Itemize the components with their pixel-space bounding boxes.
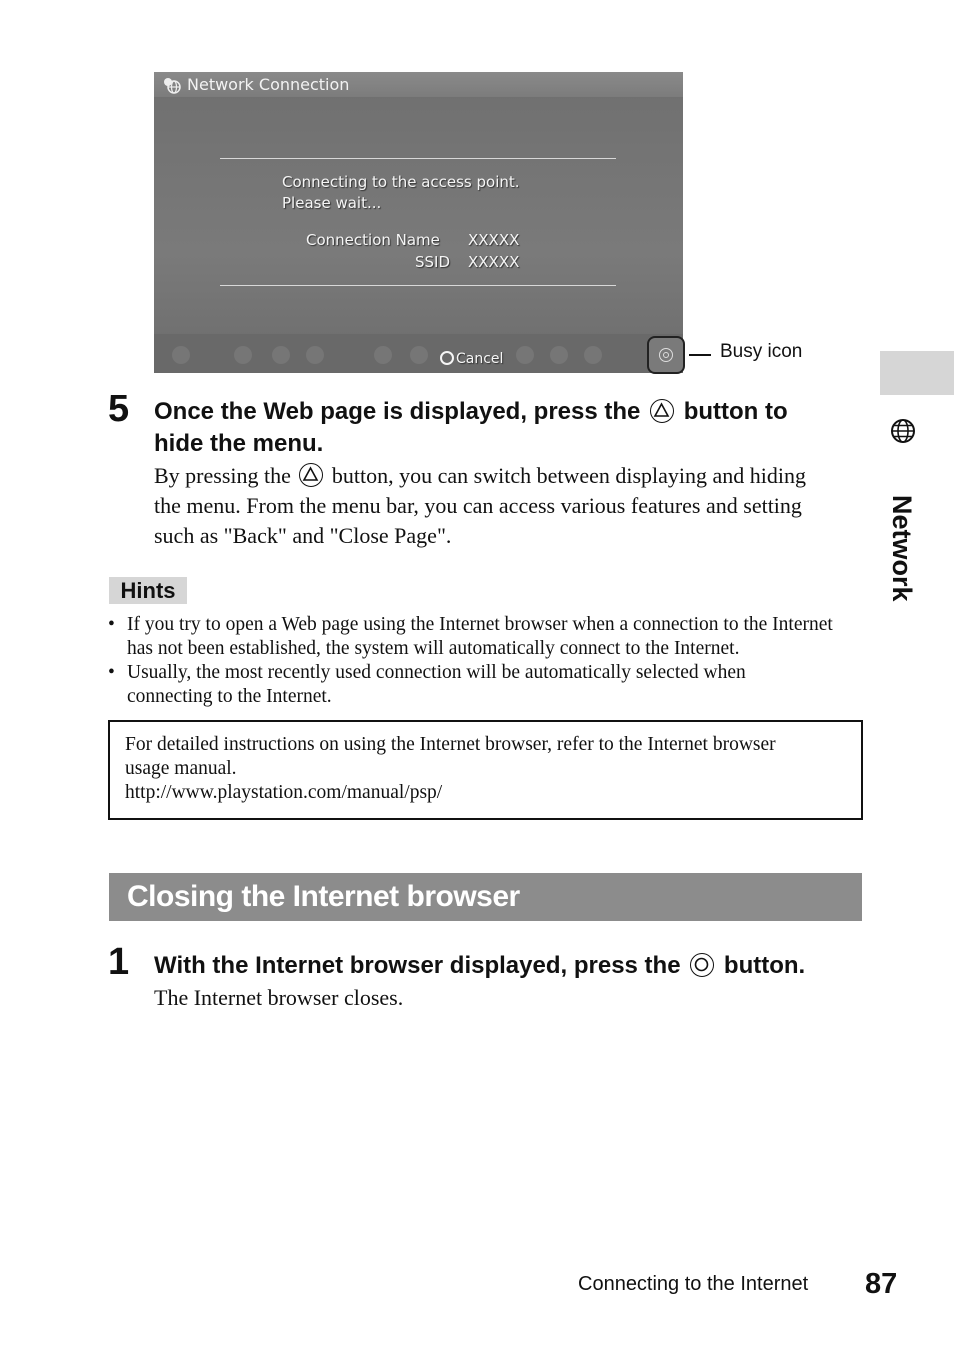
hints-list [108, 613, 868, 709]
faded-menu-icon [584, 346, 602, 364]
hint-text: Usually, the most recently used connection will be automatically selected when [127, 662, 746, 683]
screen-divider-bottom [220, 285, 616, 286]
page-number: 87 [865, 1268, 898, 1300]
ssid-label: SSID [415, 253, 451, 271]
faded-menu-icon [306, 346, 324, 364]
note-text: usage manual. [125, 758, 237, 779]
step-number: 5 [108, 388, 130, 430]
ssid-value: XXXXX [468, 253, 520, 271]
triangle-button-icon [650, 399, 674, 423]
step-heading-text: Once the Web page is displayed, press the [154, 398, 641, 425]
connection-name-label: Connection Name [306, 231, 440, 249]
connecting-message: Connecting to the access point. [282, 173, 520, 191]
note-text: For detailed instructions on using the Internet browser, refer to the Internet browser [125, 734, 776, 755]
circle-button-icon [440, 351, 454, 365]
manual-url-link[interactable]: http://www.playstation.com/manual/psp/ [125, 782, 443, 803]
section-heading: Closing the Internet browser [109, 873, 862, 921]
list-item [108, 661, 868, 709]
list-item [108, 613, 868, 661]
network-globe-icon [162, 76, 182, 101]
step-heading-text: With the Internet browser displayed, press the [154, 952, 681, 979]
faded-menu-icon [374, 346, 392, 364]
callout-line [689, 354, 711, 356]
cancel-button[interactable] [440, 351, 503, 367]
connection-name-value: XXXXX [468, 231, 520, 249]
step-body-text: button, you can switch between displaying and hiding [331, 463, 807, 488]
faded-menu-icon [234, 346, 252, 364]
bullet-icon: • [108, 662, 115, 683]
bullet-icon: • [108, 614, 115, 635]
psp-screenshot [154, 72, 683, 373]
step-heading-text: button to [683, 398, 788, 425]
hint-text: If you try to open a Web page using the Internet browser when a connection to the Internet [127, 614, 833, 635]
busy-icon-callout: Busy icon [720, 341, 803, 362]
side-tab-label: Network [887, 495, 917, 602]
step-body-line2: the menu. From the menu bar, you can access various features and setting [154, 493, 802, 518]
step-body-text: By pressing the [154, 463, 291, 488]
screen-title-bar [154, 72, 683, 97]
triangle-button-icon [299, 463, 323, 487]
network-globe-icon [890, 418, 916, 449]
faded-menu-icon [272, 346, 290, 364]
hint-text: has not been established, the system will automatically connect to the Internet. [127, 638, 740, 659]
faded-menu-icon [172, 346, 190, 364]
step-heading-line2: hide the menu. [154, 430, 324, 457]
step-body: The Internet browser closes. [154, 985, 404, 1010]
circle-button-icon [690, 953, 714, 977]
faded-menu-icon [410, 346, 428, 364]
step-heading [154, 396, 788, 428]
screen-title: Network Connection [187, 75, 350, 94]
side-tab-marker [880, 351, 954, 395]
busy-spinner-icon [659, 348, 673, 362]
step-body [154, 461, 806, 491]
note-box [108, 720, 863, 820]
step-heading [154, 950, 805, 982]
faded-menu-icon [550, 346, 568, 364]
faded-menu-icon [516, 346, 534, 364]
footer-section-name: Connecting to the Internet [578, 1273, 809, 1295]
wait-message: Please wait... [282, 194, 382, 212]
cancel-label: Cancel [456, 351, 504, 367]
hints-label: Hints [109, 577, 187, 604]
screen-divider-top [220, 158, 616, 159]
step-heading-text: button. [723, 952, 806, 979]
busy-icon [647, 336, 685, 374]
step-body-line3: such as "Back" and "Close Page". [154, 523, 452, 548]
step-number: 1 [108, 941, 130, 983]
hint-text: connecting to the Internet. [127, 686, 332, 707]
